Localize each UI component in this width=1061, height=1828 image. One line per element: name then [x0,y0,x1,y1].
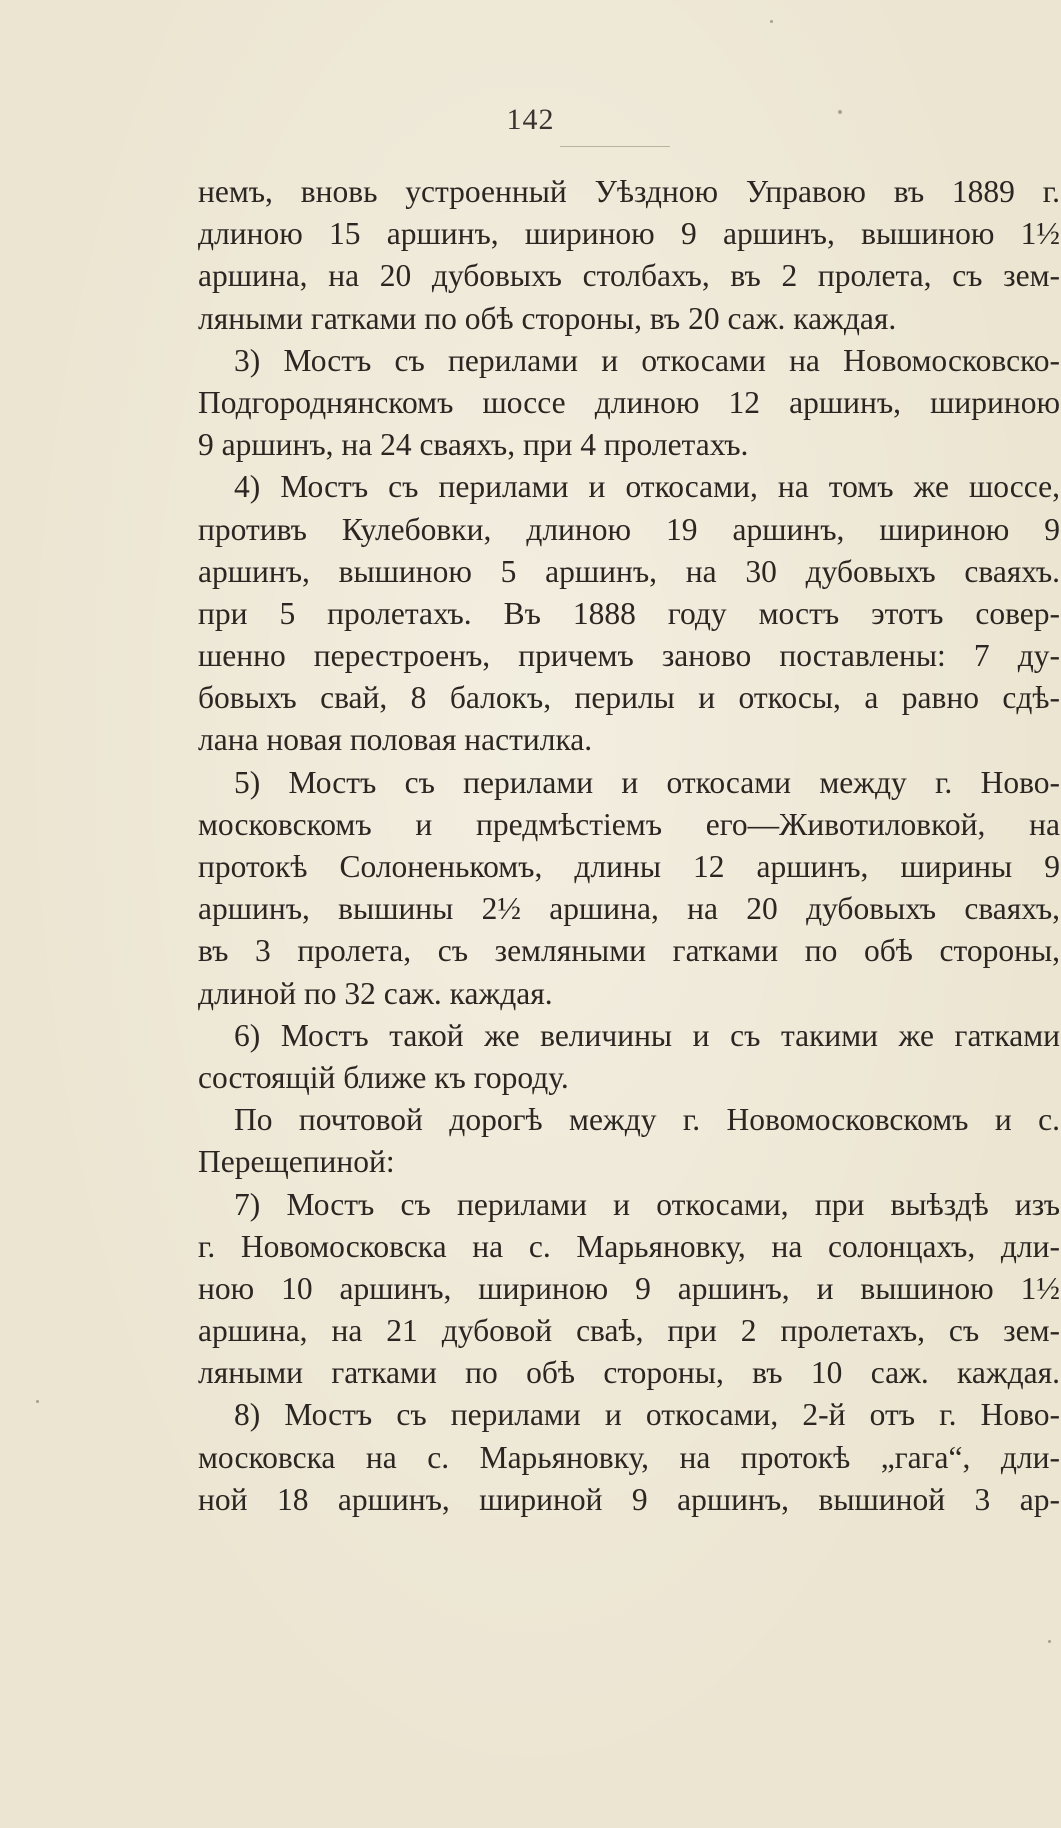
text-line: аршина, на 20 дубовыхъ столбахъ, въ 2 пролета, съ зем- [198,258,1060,294]
text-line: лана новая половая настилка. [198,722,593,758]
text-line: 4) Мостъ съ перилами и откосами, на томъ же шоссе, [234,469,1060,505]
text-line: 3) Мостъ съ перилами и откосами на Новомосковско- [234,342,1060,378]
text-line: По почтовой дорогѣ между г. Новомосковскомъ и с. [234,1102,1060,1138]
text-line: 5) Мостъ съ перилами и откосами между г. Ново- [234,764,1060,800]
text-line: аршинъ, вышиною 5 аршинъ, на 30 дубовыхъ сваяхъ. [198,553,1060,589]
text-line: протокѣ Солоненькомъ, длины 12 аршинъ, ширины 9 [198,849,1060,884]
paper-speck [838,110,842,114]
header-rule [560,146,670,147]
text-line: 6) Мостъ такой же величины и съ такими же гатками [234,1017,1060,1053]
text-line: 9 аршинъ, на 24 сваяхъ, при 4 пролетахъ. [198,427,749,463]
body-text [198,171,1060,1521]
text-line: ною 10 аршинъ, шириною 9 аршинъ, и вышиною 1½ [198,1270,1060,1306]
text-line: бовыхъ свай, 8 балокъ, перилы и откосы, а равно сдѣ- [198,680,1060,716]
text-line: противъ Кулебовки, длиною 19 аршинъ, шириною 9 [198,511,1060,547]
text-line: въ 3 пролета, съ земляными гатками по обѣ стороны, [198,933,1060,969]
text-line: длиной по 32 саж. каждая. [198,975,553,1011]
paper-speck [770,20,773,23]
text-line: г. Новомосковска на с. Марьяновку, на солонцахъ, дли- [198,1228,1060,1264]
text-line: немъ, вновь устроенный Уѣздною Управою въ 1889 г. [198,174,1060,209]
text-line: Подгороднянскомъ шоссе длиною 12 аршинъ, шириною [198,384,1060,420]
text-line: при 5 пролетахъ. Въ 1888 году мостъ этотъ совер- [198,595,1060,631]
text-line: состоящій ближе къ городу. [198,1059,569,1095]
text-line: Перещепиной: [198,1144,395,1180]
text-line: московска на с. Марьяновку, на протокѣ „гага“, дли- [198,1439,1060,1475]
text-line: длиною 15 аршинъ, шириною 9 аршинъ, вышиною 1½ [198,216,1060,252]
text-line: аршина, на 21 дубовой сваѣ, при 2 пролетахъ, съ зем- [198,1313,1060,1349]
text-line: ляными гатками по обѣ стороны, въ 10 саж. каждая. [198,1355,1060,1391]
text-line: шенно перестроенъ, причемъ заново поставлены: 7 ду- [198,638,1060,674]
text-line: ной 18 аршинъ, шириной 9 аршинъ, вышиной 3 ар- [198,1481,1060,1517]
text-line: аршинъ, вышины 2½ аршина, на 20 дубовыхъ сваяхъ, [198,891,1060,927]
text-line: 7) Мостъ съ перилами и откосами, при выѣздѣ изъ [234,1186,1060,1222]
paper-speck [1048,1640,1051,1643]
page-number: 142 [506,103,555,136]
text-line: московскомъ и предмѣстіемъ его—Животиловкой, на [198,806,1060,842]
text-line: ляными гатками по обѣ стороны, въ 20 саж. каждая. [198,300,897,336]
paper-speck [36,1400,39,1403]
text-line: 8) Мостъ съ перилами и откосами, 2-й отъ г. Ново- [234,1397,1060,1433]
